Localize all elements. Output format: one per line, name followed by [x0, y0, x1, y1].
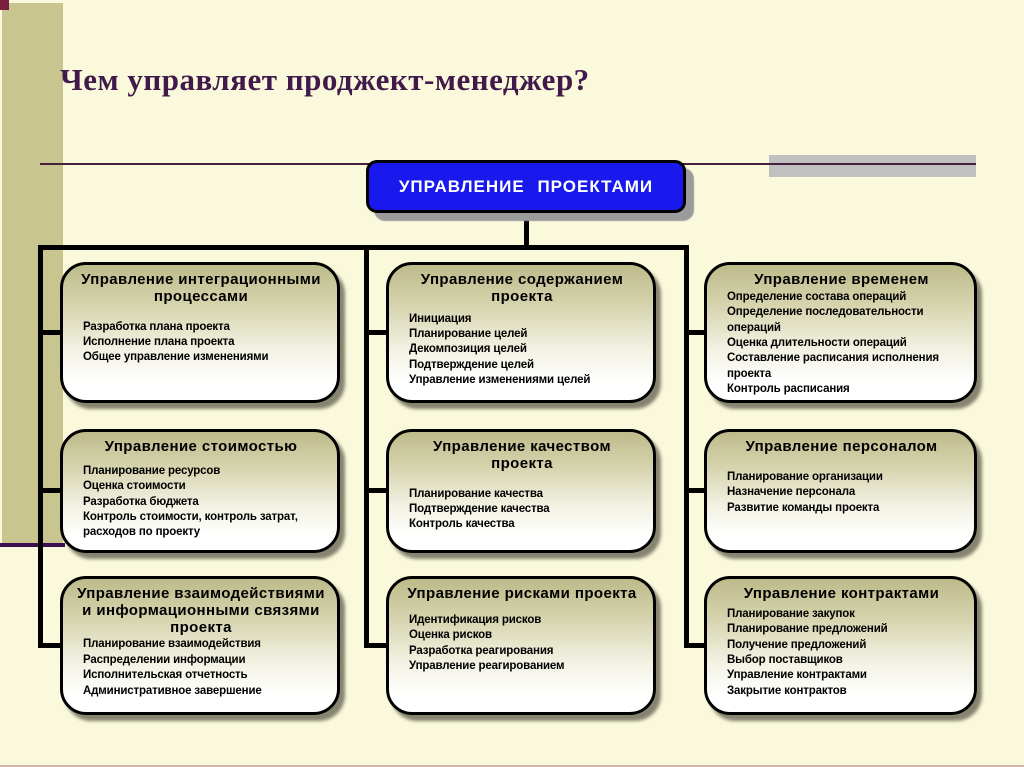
connector-spine-left [38, 245, 43, 648]
box-items [401, 487, 643, 533]
box-item: Развитие команды проекта [727, 501, 880, 514]
box-item: Контроль расписания [727, 383, 850, 396]
box-item: Подтверждение качества [409, 503, 550, 515]
box-title: Управление интеграционными процессами [81, 271, 321, 305]
connector-root-drop [524, 211, 529, 247]
connector-spine-mid [364, 245, 369, 648]
box-item: Планирование ресурсов [83, 464, 221, 477]
box-items [401, 613, 643, 675]
box-items [75, 637, 327, 699]
box-scope-management [386, 262, 656, 403]
box-item: Распределении информации [83, 653, 246, 666]
box-title: Управление стоимостью [104, 438, 298, 455]
box-items [719, 607, 964, 699]
box-item: Планирование качества [409, 487, 543, 500]
box-items [75, 464, 327, 541]
decorative-gray-bar [769, 155, 976, 177]
box-title: Управление качеством проекта [433, 438, 611, 472]
slide-title: Чем управляет проджект-менеджер? [60, 62, 590, 97]
box-item: Получение предложений [727, 638, 867, 651]
box-items [719, 470, 964, 516]
box-item: Планирование целей [409, 328, 528, 340]
box-item: Разработка плана проекта [83, 320, 230, 333]
box-item: Назначение персонала [727, 486, 856, 499]
box-item: Оценка рисков [409, 629, 492, 642]
box-title: Управление взаимодействиями и информационными связями проекта [77, 585, 325, 636]
box-item: Подтверждение целей [409, 358, 534, 371]
box-title: Управление содержанием проекта [420, 271, 624, 305]
box-item: Определение последовательности операций [727, 306, 924, 334]
box-item: Управление изменениями целей [409, 374, 591, 387]
box-item: Определение состава операций [727, 290, 907, 303]
connector-spine-right [684, 245, 689, 648]
box-hr-management [704, 429, 977, 553]
box-title: Управление временем [754, 271, 929, 288]
box-cost-management [60, 429, 340, 553]
box-item: Исполнение плана проекта [83, 336, 235, 348]
root-node [366, 160, 686, 213]
box-time-management [704, 262, 977, 403]
box-contract-management [704, 576, 977, 715]
box-item: Контроль качества [409, 518, 515, 531]
box-item: Планирование взаимодействия [83, 638, 261, 651]
box-items [75, 320, 327, 366]
box-item: Инициация [409, 312, 472, 325]
corner-accent-square [0, 0, 9, 10]
box-item: Исполнительская отчетность [83, 669, 248, 682]
box-risk-management [386, 576, 656, 715]
box-item: Планирование закупок [727, 607, 855, 620]
box-item: Разработка бюджета [83, 495, 199, 508]
box-item: Оценка стоимости [83, 480, 186, 493]
accent-band-bottom-line [0, 543, 65, 547]
box-item: Выбор поставщиков [727, 654, 843, 667]
box-item: Административное завершение [83, 684, 262, 697]
box-item: Оценка длительности операций [727, 337, 907, 350]
box-quality-management [386, 429, 656, 553]
box-items [719, 290, 964, 398]
box-item: Планирование предложений [727, 623, 888, 636]
box-item: Разработка реагирования [409, 644, 554, 657]
box-title: Управление рисками проекта [407, 585, 637, 602]
left-accent-band [2, 3, 63, 545]
box-item: Управление контрактами [727, 669, 867, 682]
box-item: Составление расписания исполнения проекта [727, 352, 939, 380]
box-title: Управление контрактами [743, 585, 940, 602]
box-integration-management [60, 262, 340, 403]
box-item: Планирование организации [727, 470, 883, 483]
box-item: Общее управление изменениями [83, 351, 269, 364]
box-item: Управление реагированием [409, 660, 565, 673]
box-item: Контроль стоимости, контроль затрат, расходов по проекту [83, 511, 298, 539]
box-title: Управление персоналом [745, 438, 938, 455]
box-items [401, 312, 643, 389]
root-node-label: УПРАВЛЕНИЕ ПРОЕКТАМИ [398, 176, 654, 196]
box-item: Декомпозиция целей [409, 343, 527, 356]
box-communications-management [60, 576, 340, 715]
box-item: Закрытие контрактов [727, 684, 847, 697]
box-item: Идентификация рисков [409, 613, 542, 626]
